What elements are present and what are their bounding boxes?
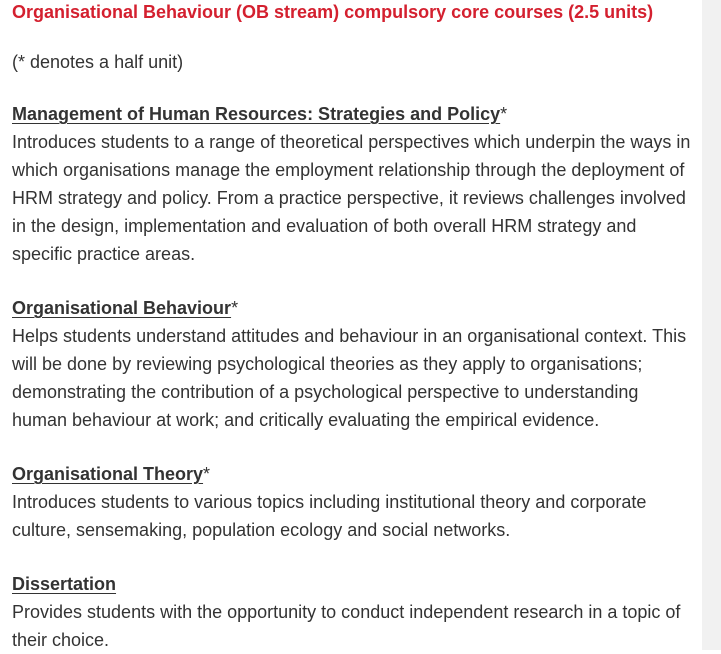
course-link-management-of-hr[interactable]: Management of Human Resources: Strategies and Policy bbox=[12, 104, 501, 124]
scrollbar-track[interactable] bbox=[702, 0, 721, 650]
half-unit-note: (* denotes a half unit) bbox=[12, 52, 184, 72]
course-heading bbox=[12, 460, 698, 488]
course-link-organisational-theory[interactable]: Organisational Theory bbox=[12, 464, 204, 484]
course-list-content bbox=[12, 0, 698, 654]
course-heading bbox=[12, 570, 698, 598]
course-item-management-of-hr bbox=[12, 100, 698, 268]
course-description: Introduces students to various topics including institutional theory and corporate culture, sensemaking, population ecology and social networks. bbox=[12, 492, 647, 540]
course-description: Introduces students to a range of theoretical perspectives which underpin the ways in which organisations manage the employment relationship through the deployment of HRM strategy and policy. From a practice perspective, it reviews challenges involved in the design, implementation and evaluation of both overall HRM strategy and specific practice areas. bbox=[12, 132, 691, 264]
course-link-organisational-behaviour[interactable]: Organisational Behaviour bbox=[12, 298, 232, 318]
course-description: Provides students with the opportunity to conduct independent research in a topic of their choice. bbox=[12, 602, 681, 650]
section-heading: Organisational Behaviour (OB stream) compulsory core courses (2.5 units) bbox=[12, 2, 654, 22]
course-heading bbox=[12, 100, 698, 128]
half-unit-marker: * bbox=[203, 464, 211, 484]
course-item-organisational-theory bbox=[12, 460, 698, 544]
course-item-dissertation bbox=[12, 570, 698, 654]
course-heading bbox=[12, 294, 698, 322]
course-description: Helps students understand attitudes and behaviour in an organisational context. This will be done by reviewing psychological theories as they apply to organisations; demonstrating the contribution of a psychological perspective to understanding human behaviour at work; and critically evaluating the empirical evidence. bbox=[12, 326, 687, 430]
course-link-dissertation[interactable]: Dissertation bbox=[12, 574, 117, 594]
half-unit-marker: * bbox=[500, 104, 508, 124]
half-unit-marker: * bbox=[231, 298, 239, 318]
course-item-organisational-behaviour bbox=[12, 294, 698, 434]
